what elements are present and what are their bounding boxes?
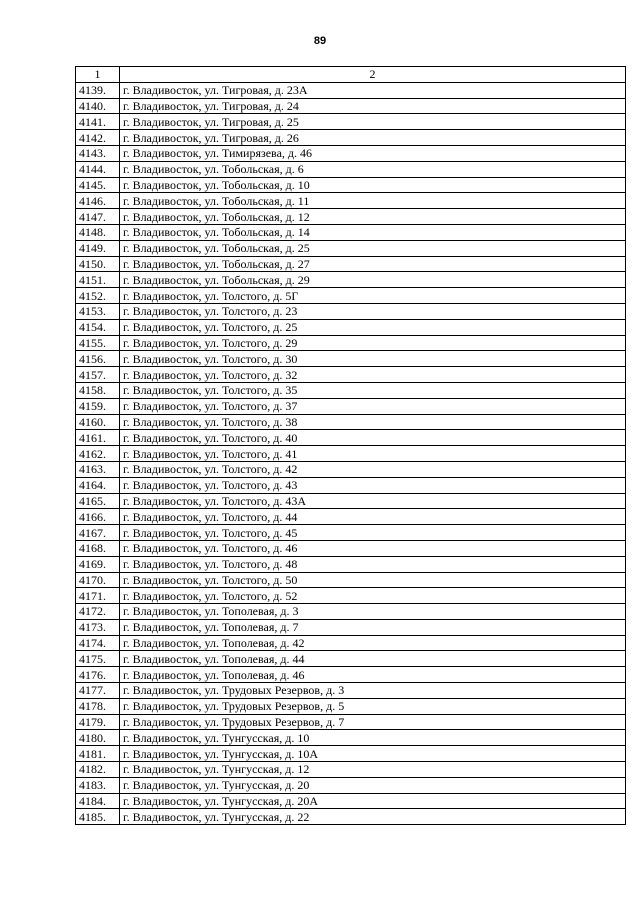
row-number-cell: 4176. <box>76 667 120 683</box>
table-row <box>76 477 626 493</box>
row-number-cell: 4142. <box>76 130 120 146</box>
row-number-cell: 4163. <box>76 461 120 477</box>
row-number-cell: 4183. <box>76 777 120 793</box>
address-cell: г. Владивосток, ул. Тобольская, д. 6 <box>120 161 626 177</box>
address-cell: г. Владивосток, ул. Толстого, д. 43 <box>120 477 626 493</box>
row-number-cell: 4150. <box>76 256 120 272</box>
row-number-cell: 4155. <box>76 335 120 351</box>
row-number-cell: 4144. <box>76 161 120 177</box>
address-cell: г. Владивосток, ул. Тунгусская, д. 10 <box>120 730 626 746</box>
row-number-cell: 4154. <box>76 319 120 335</box>
table-row <box>76 556 626 572</box>
row-number-cell: 4156. <box>76 351 120 367</box>
row-number-cell: 4143. <box>76 145 120 161</box>
table-row <box>76 762 626 778</box>
address-cell: г. Владивосток, ул. Тунгусская, д. 10А <box>120 746 626 762</box>
row-number-cell: 4182. <box>76 762 120 778</box>
row-number-cell: 4152. <box>76 288 120 304</box>
row-number-cell: 4139. <box>76 82 120 98</box>
address-cell: г. Владивосток, ул. Тигровая, д. 23А <box>120 82 626 98</box>
row-number-cell: 4173. <box>76 619 120 635</box>
table-row <box>76 367 626 383</box>
row-number-cell: 4164. <box>76 477 120 493</box>
row-number-cell: 4159. <box>76 398 120 414</box>
table-row <box>76 193 626 209</box>
table-row <box>76 793 626 809</box>
address-cell: г. Владивосток, ул. Тигровая, д. 25 <box>120 114 626 130</box>
table-row <box>76 540 626 556</box>
address-cell: г. Владивосток, ул. Тобольская, д. 12 <box>120 209 626 225</box>
address-cell: г. Владивосток, ул. Толстого, д. 23 <box>120 303 626 319</box>
address-cell: г. Владивосток, ул. Тополевая, д. 46 <box>120 667 626 683</box>
table-row <box>76 714 626 730</box>
row-number-cell: 4168. <box>76 540 120 556</box>
table-row <box>76 493 626 509</box>
column-header-address: 2 <box>120 67 626 83</box>
table-row <box>76 382 626 398</box>
table-row <box>76 303 626 319</box>
row-number-cell: 4169. <box>76 556 120 572</box>
table-row <box>76 509 626 525</box>
row-number-cell: 4185. <box>76 809 120 825</box>
address-cell: г. Владивосток, ул. Толстого, д. 29 <box>120 335 626 351</box>
table-row <box>76 572 626 588</box>
row-number-cell: 4148. <box>76 224 120 240</box>
table-row <box>76 335 626 351</box>
address-cell: г. Владивосток, ул. Тобольская, д. 10 <box>120 177 626 193</box>
address-cell: г. Владивосток, ул. Толстого, д. 25 <box>120 319 626 335</box>
table-row <box>76 461 626 477</box>
row-number-cell: 4140. <box>76 98 120 114</box>
row-number-cell: 4179. <box>76 714 120 730</box>
address-cell: г. Владивосток, ул. Тобольская, д. 29 <box>120 272 626 288</box>
table-row <box>76 651 626 667</box>
row-number-cell: 4157. <box>76 367 120 383</box>
address-cell: г. Владивосток, ул. Толстого, д. 38 <box>120 414 626 430</box>
address-cell: г. Владивосток, ул. Тополевая, д. 3 <box>120 604 626 620</box>
table-row <box>76 82 626 98</box>
address-cell: г. Владивосток, ул. Тобольская, д. 25 <box>120 240 626 256</box>
table-row <box>76 209 626 225</box>
address-cell: г. Владивосток, ул. Тунгусская, д. 22 <box>120 809 626 825</box>
row-number-cell: 4162. <box>76 446 120 462</box>
table-row <box>76 604 626 620</box>
row-number-cell: 4178. <box>76 698 120 714</box>
row-number-cell: 4174. <box>76 635 120 651</box>
table-row <box>76 635 626 651</box>
row-number-cell: 4167. <box>76 525 120 541</box>
address-cell: г. Владивосток, ул. Толстого, д. 50 <box>120 572 626 588</box>
row-number-cell: 4158. <box>76 382 120 398</box>
table-row <box>76 256 626 272</box>
table-row <box>76 667 626 683</box>
table-body <box>76 82 626 824</box>
address-cell: г. Владивосток, ул. Толстого, д. 35 <box>120 382 626 398</box>
row-number-cell: 4180. <box>76 730 120 746</box>
table-row <box>76 446 626 462</box>
table-row <box>76 288 626 304</box>
row-number-cell: 4146. <box>76 193 120 209</box>
row-number-cell: 4171. <box>76 588 120 604</box>
address-cell: г. Владивосток, ул. Толстого, д. 37 <box>120 398 626 414</box>
row-number-cell: 4151. <box>76 272 120 288</box>
address-cell: г. Владивосток, ул. Тигровая, д. 24 <box>120 98 626 114</box>
table-row <box>76 145 626 161</box>
address-cell: г. Владивосток, ул. Тунгусская, д. 20 <box>120 777 626 793</box>
address-table <box>75 66 626 825</box>
row-number-cell: 4172. <box>76 604 120 620</box>
table-row <box>76 114 626 130</box>
column-header-number: 1 <box>76 67 120 83</box>
table-row <box>76 414 626 430</box>
address-cell: г. Владивосток, ул. Тигровая, д. 26 <box>120 130 626 146</box>
row-number-cell: 4181. <box>76 746 120 762</box>
row-number-cell: 4177. <box>76 683 120 699</box>
address-cell: г. Владивосток, ул. Трудовых Резервов, д. 3 <box>120 683 626 699</box>
address-cell: г. Владивосток, ул. Тобольская, д. 11 <box>120 193 626 209</box>
row-number-cell: 4170. <box>76 572 120 588</box>
table-row <box>76 683 626 699</box>
row-number-cell: 4160. <box>76 414 120 430</box>
table-row <box>76 319 626 335</box>
row-number-cell: 4141. <box>76 114 120 130</box>
address-cell: г. Владивосток, ул. Толстого, д. 42 <box>120 461 626 477</box>
address-cell: г. Владивосток, ул. Тобольская, д. 14 <box>120 224 626 240</box>
address-cell: г. Владивосток, ул. Трудовых Резервов, д. 7 <box>120 714 626 730</box>
address-cell: г. Владивосток, ул. Толстого, д. 40 <box>120 430 626 446</box>
address-cell: г. Владивосток, ул. Тополевая, д. 42 <box>120 635 626 651</box>
row-number-cell: 4149. <box>76 240 120 256</box>
address-cell: г. Владивосток, ул. Тополевая, д. 44 <box>120 651 626 667</box>
row-number-cell: 4184. <box>76 793 120 809</box>
table-row <box>76 130 626 146</box>
table-row <box>76 777 626 793</box>
address-cell: г. Владивосток, ул. Толстого, д. 32 <box>120 367 626 383</box>
table-row <box>76 525 626 541</box>
address-cell: г. Владивосток, ул. Толстого, д. 43А <box>120 493 626 509</box>
row-number-cell: 4147. <box>76 209 120 225</box>
address-cell: г. Владивосток, ул. Толстого, д. 41 <box>120 446 626 462</box>
table-row <box>76 746 626 762</box>
table-row <box>76 619 626 635</box>
row-number-cell: 4165. <box>76 493 120 509</box>
table-row <box>76 398 626 414</box>
address-cell: г. Владивосток, ул. Толстого, д. 48 <box>120 556 626 572</box>
address-cell: г. Владивосток, ул. Тополевая, д. 7 <box>120 619 626 635</box>
row-number-cell: 4145. <box>76 177 120 193</box>
address-cell: г. Владивосток, ул. Толстого, д. 46 <box>120 540 626 556</box>
table-row <box>76 224 626 240</box>
table-row <box>76 351 626 367</box>
table-row <box>76 588 626 604</box>
table-row <box>76 809 626 825</box>
address-cell: г. Владивосток, ул. Толстого, д. 44 <box>120 509 626 525</box>
row-number-cell: 4175. <box>76 651 120 667</box>
address-cell: г. Владивосток, ул. Толстого, д. 5Г <box>120 288 626 304</box>
table-row <box>76 698 626 714</box>
table-header-row <box>76 67 626 83</box>
table-row <box>76 161 626 177</box>
page-number: 89 <box>313 35 327 47</box>
address-cell: г. Владивосток, ул. Толстого, д. 45 <box>120 525 626 541</box>
row-number-cell: 4161. <box>76 430 120 446</box>
address-cell: г. Владивосток, ул. Трудовых Резервов, д. 5 <box>120 698 626 714</box>
table-row <box>76 730 626 746</box>
table-row <box>76 240 626 256</box>
address-cell: г. Владивосток, ул. Толстого, д. 52 <box>120 588 626 604</box>
table-row <box>76 430 626 446</box>
table-row <box>76 177 626 193</box>
table-row <box>76 272 626 288</box>
address-cell: г. Владивосток, ул. Тимирязева, д. 46 <box>120 145 626 161</box>
address-cell: г. Владивосток, ул. Толстого, д. 30 <box>120 351 626 367</box>
address-cell: г. Владивосток, ул. Тобольская, д. 27 <box>120 256 626 272</box>
address-cell: г. Владивосток, ул. Тунгусская, д. 12 <box>120 762 626 778</box>
address-cell: г. Владивосток, ул. Тунгусская, д. 20А <box>120 793 626 809</box>
table-row <box>76 98 626 114</box>
row-number-cell: 4153. <box>76 303 120 319</box>
row-number-cell: 4166. <box>76 509 120 525</box>
